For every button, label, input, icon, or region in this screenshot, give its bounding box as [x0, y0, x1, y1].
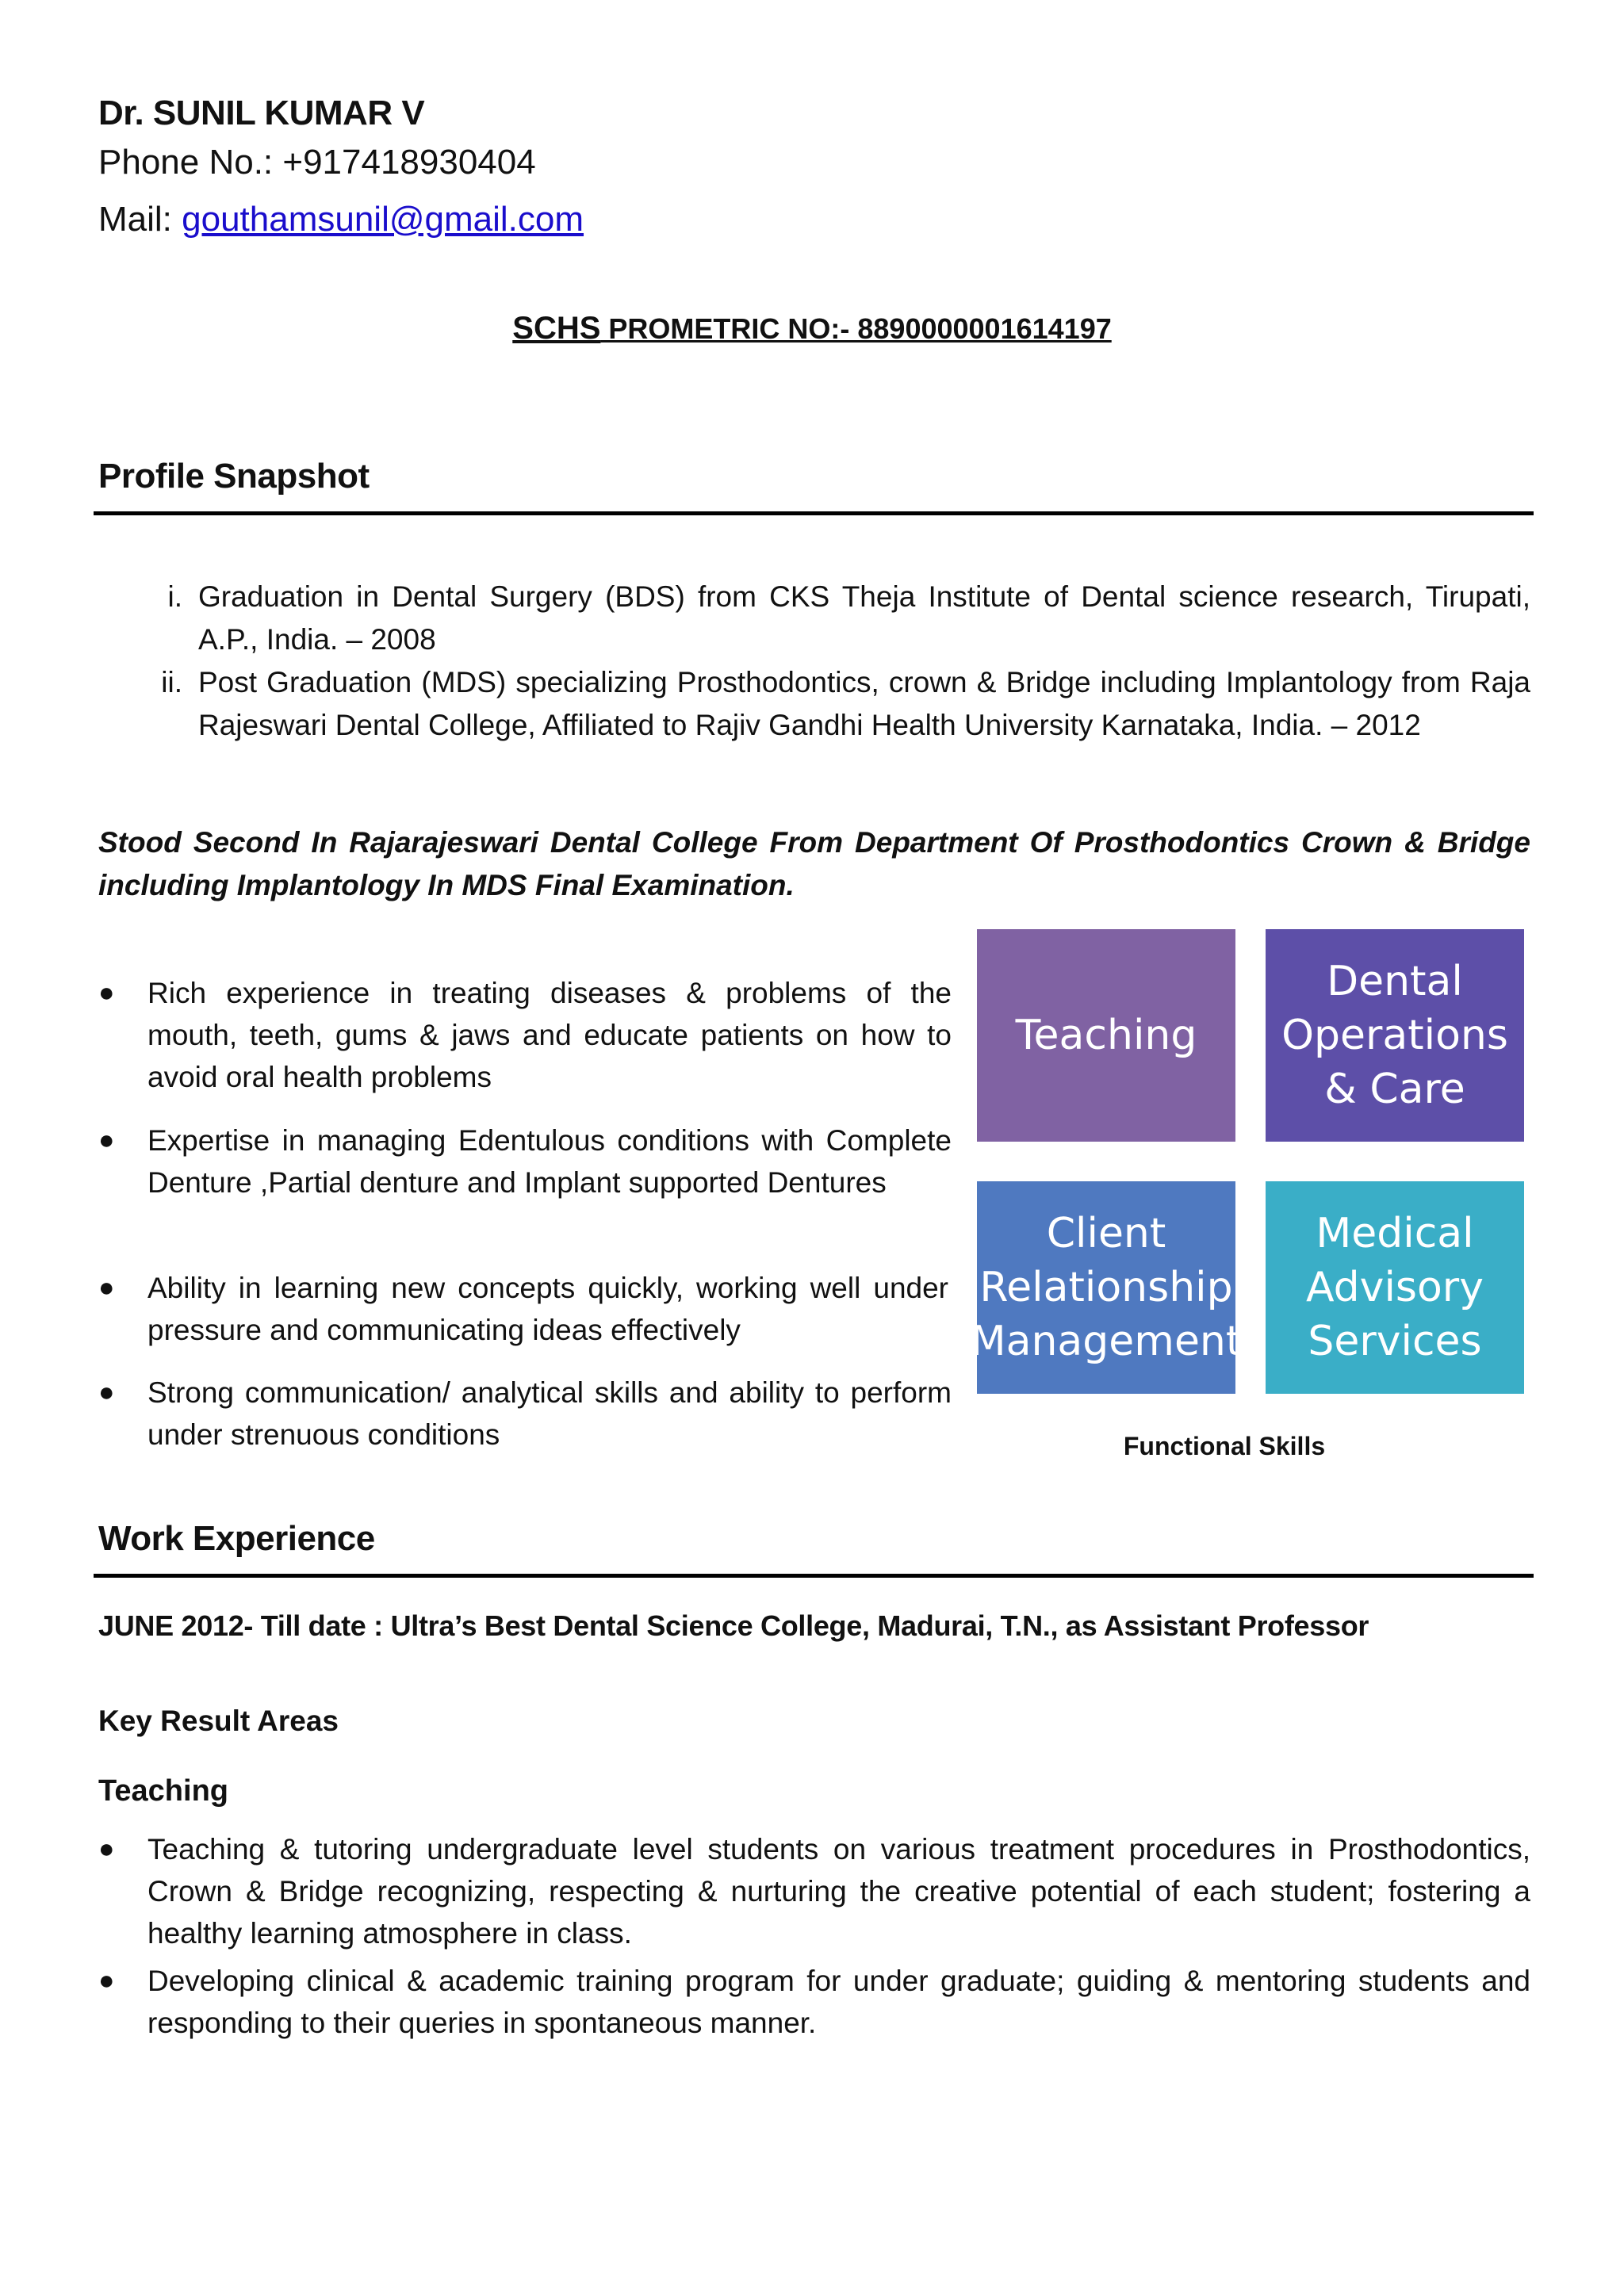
bullet-text: Expertise in managing Edentulous conditions with Complete Denture ,Partial denture and Implant supported Dentures — [147, 1124, 952, 1199]
teaching-heading: Teaching — [98, 1774, 228, 1808]
bullet-icon: ● — [98, 1834, 115, 1864]
bullet-icon: ● — [98, 1125, 115, 1155]
item-number: ii. — [161, 666, 182, 698]
prometric-number — [0, 311, 1624, 346]
list-item — [98, 1119, 952, 1246]
bullet-text: Teaching & tutoring undergraduate level students on various treatment procedures in Prosthodontics, Crown & Bridge recognizing, respecting & nurturing the creative potential of each student; fostering a healthy learning atmosphere in class. — [147, 1833, 1530, 1950]
list-item — [98, 1267, 952, 1354]
bullet-text: Rich experience in treating diseases & problems of the mouth, teeth, gums & jaws and educate patients on how to avoid oral health problems — [147, 977, 952, 1093]
item-text: Graduation in Dental Surgery (BDS) from CKS Theja Institute of Dental science research, Tirupati, A.P., India. – 2008 — [198, 580, 1530, 656]
skill-tile-teaching: Teaching — [977, 929, 1235, 1142]
mail-line — [98, 200, 584, 239]
profile-section-title: Profile Snapshot — [98, 457, 370, 496]
schs-label: SCHS — [512, 311, 601, 346]
bullet-icon: ● — [98, 978, 115, 1008]
skill-tile-dental-operations: Dental Operations & Care — [1266, 929, 1524, 1142]
bullet-icon: ● — [98, 1272, 115, 1303]
list-item — [98, 1960, 1534, 2047]
education-item — [119, 661, 1530, 788]
list-item — [98, 1372, 952, 1459]
bullet-text: Strong communication/ analytical skills and ability to perform under strenuous conditions — [147, 1376, 952, 1451]
phone-number: Phone No.: +917418930404 — [98, 143, 536, 182]
email-link[interactable]: gouthamsunil@gmail.com — [182, 200, 584, 239]
bullet-icon: ● — [98, 1377, 115, 1407]
item-text: Post Graduation (MDS) specializing Prosthodontics, crown & Bridge including Implantology from Raja Rajeswari Dental College, Affiliated to Rajiv Gandhi Health University Karnataka, India. – 2012 — [198, 666, 1530, 741]
list-item — [98, 1828, 1534, 1959]
list-item — [98, 972, 952, 1099]
mail-label: Mail: — [98, 200, 182, 239]
key-result-areas-heading: Key Result Areas — [98, 1705, 339, 1737]
education-item — [119, 576, 1530, 663]
prometric-value: PROMETRIC NO:- 8890000001614197 — [600, 312, 1112, 345]
candidate-name: Dr. SUNIL KUMAR V — [98, 94, 425, 132]
work-section-title: Work Experience — [98, 1519, 375, 1558]
achievement-highlight: Stood Second In Rajarajeswari Dental College From Department Of Prosthodontics Crown & Bridge including Implantology In MDS Final Examination. — [98, 826, 1530, 901]
bullet-text: Developing clinical & academic training program for under graduate; guiding & mentoring students and responding to their queries in spontaneous manner. — [147, 1965, 1530, 2039]
skill-tile-medical-advisory: Medical Advisory Services — [1266, 1181, 1524, 1394]
section-divider — [94, 1574, 1534, 1578]
section-divider — [94, 511, 1534, 515]
job-entry: JUNE 2012- Till date : Ultra’s Best Dental Science College, Madurai, T.N., as Assistant Professor — [98, 1609, 1369, 1642]
functional-skills-graphic — [970, 929, 1526, 1394]
bullet-text: Ability in learning new concepts quickly, working well under pressure and communicating ideas effectively — [147, 1272, 948, 1346]
item-number: i. — [167, 580, 182, 613]
bullet-icon: ● — [98, 1965, 115, 1996]
functional-skills-caption: Functional Skills — [1123, 1432, 1326, 1460]
skill-tile-client-relationship: Client Relationship Management — [977, 1181, 1235, 1394]
